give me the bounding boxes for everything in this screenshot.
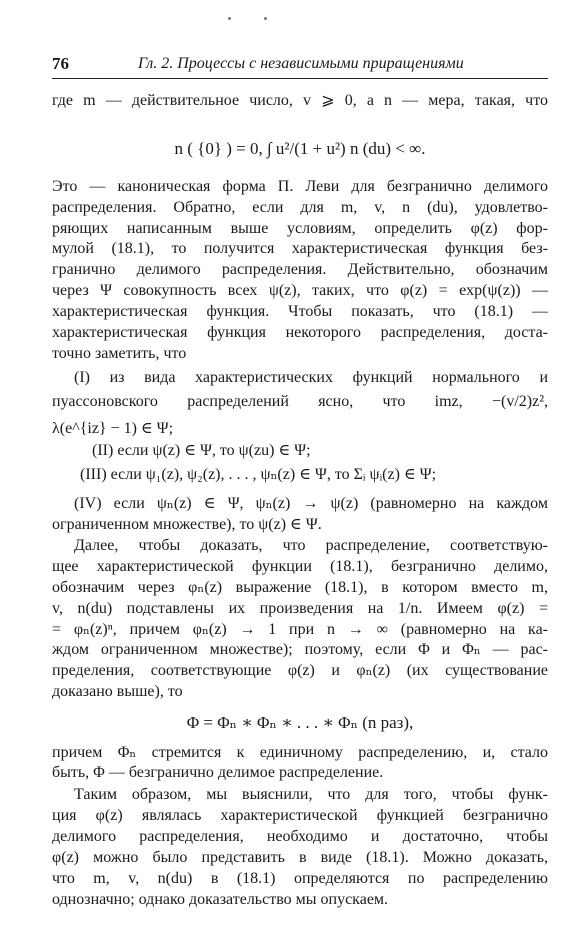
scan-speck bbox=[228, 17, 231, 20]
text-line-overflow: φ(z) можно было представить в виде (18.1). Можно доказать, bbox=[52, 848, 548, 866]
text-line: через Ψ совокупность всех ψ(z), таких, что φ(z) = exp(ψ(z)) — bbox=[52, 282, 548, 300]
text-line: точно заметить, что bbox=[52, 344, 187, 362]
list-item-iii: (III) если ψ₁(z), ψ₂(z), . . . , ψₙ(z) ∈ Ψ, то Σᵢ ψᵢ(z) ∈ Ψ; bbox=[80, 465, 437, 483]
list-item-iv-cont: ограниченном множестве), то ψ(z) ∈ Ψ. bbox=[52, 515, 322, 533]
scan-speck bbox=[264, 17, 267, 20]
text-line: пределения, соответствующие φ(z) и φₙ(z) (их существование bbox=[52, 662, 548, 680]
display-formula: n ( {0} ) = 0, ∫ u²/(1 + u²) n (du) < ∞. bbox=[174, 138, 426, 158]
list-item-iv: (IV) если ψₙ(z) ∈ Ψ, ψₙ(z) → ψ(z) (равномерно на каждом bbox=[74, 494, 548, 512]
list-item-i-cont: пуассоновского распределений ясно, что imz, −(v/2)z², bbox=[52, 393, 548, 411]
page-header bbox=[52, 54, 548, 79]
text-line: причем Φₙ стремится к единичному распределению, и, стало bbox=[52, 743, 548, 761]
text-line: v, n(du) подставлены их произведения на 1/n. Имеем φ(z) = bbox=[52, 599, 548, 617]
text-line: Это — каноническая форма П. Леви для безгранично делимого bbox=[52, 177, 548, 195]
text-line: ция φ(z) являлась характеристической функцией безгранично bbox=[52, 806, 548, 824]
text-line: щее характеристической функции (18.1), безгранично делимо, bbox=[52, 558, 548, 576]
text-line: однозначно; однако доказательство мы опускаем. bbox=[52, 890, 389, 908]
text-line: обозначим через φₙ(z) выражение (18.1), в котором вместо m, bbox=[52, 578, 548, 596]
text-line: ряющих написанным выше условиям, определить φ(z) фор- bbox=[52, 219, 548, 237]
text-line: распределения. Обратно, если для m, v, n (du), удовлетво- bbox=[52, 198, 548, 216]
running-title: Гл. 2. Процессы с независимыми приращениями bbox=[138, 55, 464, 72]
text-line: характеристическая функция. Чтобы показать, что (18.1) — bbox=[52, 302, 548, 320]
page-number: 76 bbox=[52, 54, 69, 73]
text-line: быть, Φ — безгранично делимое распределение. bbox=[52, 764, 384, 782]
text-line: мулой (18.1), то получится характеристическая функция без- bbox=[52, 240, 548, 258]
text-line: где m — действительное число, v ⩾ 0, а n — мера, такая, что bbox=[52, 92, 548, 109]
list-item-ii: (II) если ψ(z) ∈ Ψ, то ψ(zu) ∈ Ψ; bbox=[92, 442, 311, 460]
list-item-i-cont: λ(e^{iz} − 1) ∈ Ψ; bbox=[52, 419, 174, 437]
text-line: гранично делимого распределения. Действительно, обозначим bbox=[52, 261, 548, 279]
text-line: что m, v, n(du) в (18.1) определяются по распределению bbox=[52, 869, 548, 887]
text-line: ждом ограниченном множестве); поэтому, если Φ и Φₙ — рас- bbox=[52, 641, 548, 659]
paragraph-start: Далее, чтобы доказать, что распределение, соответствую- bbox=[74, 537, 548, 555]
display-formula: Φ = Φₙ ∗ Φₙ ∗ . . . ∗ Φₙ (n раз), bbox=[186, 712, 414, 732]
list-item-i: (I) из вида характеристических функций нормального и bbox=[74, 368, 548, 386]
text-line: делимого распределения, необходимо и достаточно, чтобы bbox=[52, 827, 548, 845]
text-line: доказано выше), то bbox=[52, 682, 183, 700]
paragraph-start: Таким образом, мы выяснили, что для того, чтобы функ- bbox=[74, 786, 548, 804]
text-line: характеристическая функция некоторого распределения, доста- bbox=[52, 323, 548, 341]
text-line: = φₙ(z)ⁿ, причем φₙ(z) → 1 при n → ∞ (равномерно на ка- bbox=[52, 620, 548, 638]
